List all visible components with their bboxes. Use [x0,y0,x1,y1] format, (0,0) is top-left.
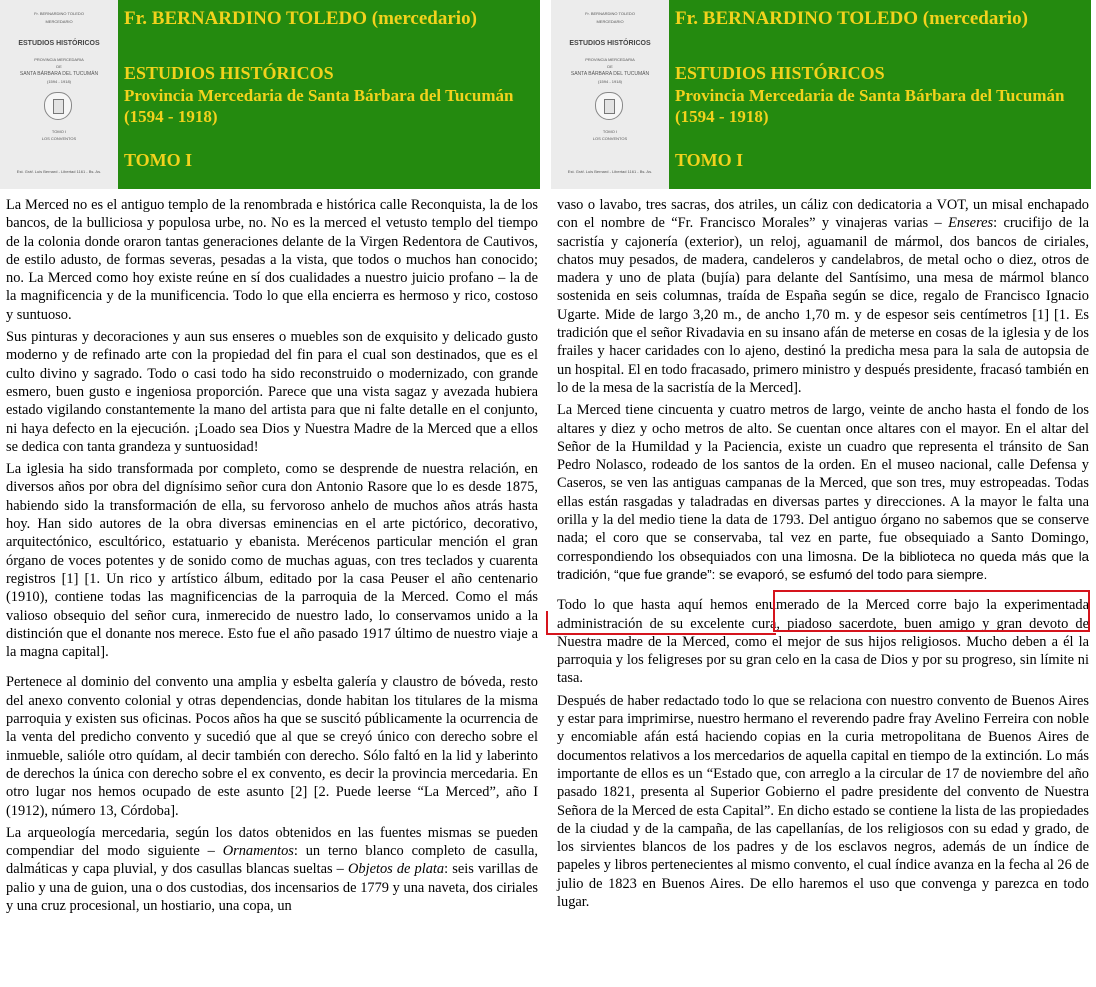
paragraph [6,824,538,915]
paragraph: Todo lo que hasta aquí hemos enumerado de la Merced corre bajo la experimentada administración de su excelente cura, piadoso sacerdote, buen amigo y gran devoto de Nuestra madre de la Merced, como el mejor de sus hijos religiosos. Mucho deben a él la parroquia y los feligreses por su gran celo en la casa de Dios y por su progreso, sin límite ni tasa. [557,597,1089,687]
book-cover-thumbnail [551,0,670,189]
paragraph: Sus pinturas y decoraciones y aun sus enseres o muebles son de exquisito y delicado gusto moderno y de refinado arte con la propiedad del fin para el cual son destinados, que es el culto divino y sagrado. Todo o casi todo ha sido reconstruido o modernizado, con grande esmero, buen gusto e ingeniosa proporción. Parece que una vista sagaz y avezada hubiera estado vigilando constantemente la mano del artista para que ni falte detalle en el conjunto, ni haya defecto en la ejecución. ¡Loado sea Dios y Nuestra Madre de la Merced que a ellos se dedica con tanta grandeza y suntuosidad! [6,329,538,455]
cover-volume: TOMO I [51,129,67,134]
cover-line2: DE [56,64,62,69]
cover-years: (1594 - 1918) [597,79,622,84]
cover-line2: DE [607,64,613,69]
right-body-text [557,196,1089,915]
cover-line1: PROVINCIA MERCEDARIA [585,57,635,62]
text-run: : un terno blanco completo de casulla, dalmáticas y capa pluvial, y dos casullas blancas sueltas – [6,843,538,878]
coat-of-arms-icon [44,92,72,120]
right-page [551,0,1096,987]
paragraph: Después de haber redactado todo lo que se relaciona con nuestro convento de Buenos Aires y estar para imprimirse, nuestro hermano el reverendo padre fray Avelino Ferreira con noble y encomiable afán está haciendo copias en la curia metropolitana de Buenos Aires de documentos relativos a los mercedarios de aquella capital en tiempo de la extinción. Lo más importante de ellos es un “Estado que, con arreglo a la circular de 17 de noviembre del año pasado 1821, presenta al Superior Gobierno el padre presidente del convento de Nuestra Señora de la Merced de esta Capital”. En dicho estado se contiene la lista de las propiedades de la ciudad y de la campaña, de las capellanías, de los religiosos con su edad y grado, de los sirvientes blancos de los padres y de los esclavos negros, además de un índice de papeles y libros pertenecientes al mismo convento, el cual índice avanza en la fecha al 26 de julio de 1823 en Buenos Aires. De ello haremos el uso que convenga y parezca en todo lugar. [557,692,1089,910]
cover-publisher: Est. Gráf. Luis Bernard - Libertad 1161 - Bs. As. [16,169,102,174]
cover-volume-sub: LOS CONVENTOS [41,136,77,141]
paragraph: La iglesia ha sido transformada por completo, como se desprende de nuestra relación, en diversos años por obra del dignísimo señor cura don Antonio Rasore que lo es desde 1875, habiendo sido la transformación de ella, su fervoroso anhelo de muchos años atrás hasta hoy. Han sido autores de la obra diversas eminencias en el arte pictórico, decorativo, arquitectónico, escultórico, estatuario y ebanista. Merécenos particular mención el gran órgano de voces potentes y de sonido como de muchas aguas, con tres teclados y cuarenta registros [1] [1. Un rico y artístico álbum, editado por la casa Peuser el año centenario (1910), contiene todas las magnificencias de la parroquia de la Merced. Como el más valioso obsequio del señor cura, inmerecido de nuestro lado, lo conservamos unido a la distinción que el donante nos merece. Esto fue el año pasado 1917 último de nuestro viaje a la magna capital]. [6,461,538,661]
cover-years: (1594 - 1918) [46,79,71,84]
paragraph: Pertenece al dominio del convento una amplia y esbelta galería y claustro de bóveda, resto del anexo convento colonial y otras dependencias, donde habitan los titulares de la misma parroquia y existen sus oficinas. Pocos años ha que se suscitó públicamente la ocurrencia de la venta del predicho convento y sucedió que al que se creyó único con derecho sobre el inmueble, salióle otro quídam, al decir también con derecho. Sólo faltó en la lid y laberinto de derechos la única con derecho sobre el ex convento, es decir la provincia mercedaria. En otro lugar nos hemos ocupado de este asunto [2] [2. Puede leerse “La Merced”, año I (1912), número 13, Córdoba]. [6,674,538,819]
highlight-box-lower [546,611,776,635]
title-panel [669,0,1091,189]
cover-title: ESTUDIOS HISTÓRICOS [18,40,100,47]
highlight-box [773,590,1090,632]
cover-volume: TOMO I [602,129,618,134]
cover-order: MERCEDARIO [596,19,624,24]
banner-series: ESTUDIOS HISTÓRICOS [675,63,885,83]
italic-term: Ornamentos [222,843,294,860]
cover-order: MERCEDARIO [45,19,73,24]
paragraph [557,196,1089,397]
italic-term: Objetos de plata [347,861,445,878]
banner-subtitle: Provincia Mercedaria de Santa Bárbara del Tucumán (1594 - 1918) [124,86,514,126]
text-run: La arqueología mercedaria, según los datos obtenidos en las fuentes mismas se pueden compendiar del modo siguiente – [6,824,538,860]
book-cover-thumbnail [0,0,119,189]
banner-volume: TOMO I [124,150,193,170]
paragraph: La Merced no es el antiguo templo de la renombrada e histórica calle Reconquista, la de los bancos, de la bulliciosa y populosa urbe, no. No es la merced el vetusto templo del tiempo de la colonia donde oraron tantas generaciones delante de la Virgen Redentora de Cautivos, de estilo adusto, de formas severas, pesadas a la vista, que todos o muchos han conocido; no. La Merced como hoy existe reúne en sí dos cualidades a nuestro juicio profano – la de la magnificencia y de la munificencia. Todo lo que ella encierra es hermoso y rico, costoso y suntuoso. [6,197,538,323]
text-run: : seis varillas de palio y una de guion, una o dos custodias, dos incensarios de 1779 y una naveta, dos ciriales y una cruz procesional, un hostiario, una copa, un [6,861,538,914]
coat-of-arms-icon [595,92,623,120]
banner-volume: TOMO I [675,150,744,170]
cover-line3: SANTA BÁRBARA DEL TUCUMÁN [19,71,99,77]
text-run: vaso o lavabo, tres sacras, dos atriles, un cáliz con dedicatoria a VOT, un misal enchapado con el nombre de “Fr. Francisco Morales” y vinajeras varias – [557,197,1089,232]
cover-publisher: Est. Gráf. Luis Bernard - Libertad 1161 - Bs. As. [567,169,653,174]
cover-line1: PROVINCIA MERCEDARIA [34,57,84,62]
banner-subtitle: Provincia Mercedaria de Santa Bárbara del Tucumán (1594 - 1918) [675,86,1065,126]
paragraph [557,401,1089,584]
text-run: La Merced tiene cincuenta y cuatro metros de largo, veinte de ancho hasta el fondo de los altares y diez y ocho metros de alto. Se cuentan once altares con el mayor. En el altar del Señor de la Humildad y la Paciencia, existe un cuadro que representa el tránsito de San Pedro Nolasco, rodeado de los santos de la orden. En el museo nacional, calle Defensa y Caseros, se ven las antiguas campanas de la Merced, que son tres, muy estropeadas. Todas ellas están rasgadas y taladradas en diversas partes y direcciones. A la mayor le falta una orilla y la del medio tiene la data de 1793. Del antiguo órgano no sabemos que se conserve nada; el coro que se conservaba, tal vez en parte, fue obsequiado a Santo Domingo, correspondiendo los obsequiados con una limosna. [557,402,1089,565]
banner-author: Fr. BERNARDINO TOLEDO (mercedario) [675,8,1028,29]
cover-volume-sub: LOS CONVENTOS [592,136,628,141]
cover-author: Fr. BERNARDINO TOLEDO [34,11,84,16]
highlighted-sentence: De la biblioteca no queda más que la tradición, “que fue grande”: se evaporó, se esfumó del todo para siempre. [557,548,1089,582]
banner-author: Fr. BERNARDINO TOLEDO (mercedario) [124,8,477,29]
left-body-text [6,196,538,919]
italic-term: Enseres [948,215,994,232]
title-panel [118,0,540,189]
left-page [0,0,545,987]
book-banner [551,0,1091,189]
text-run: : crucifijo de la sacristía y cajonería (exterior), un reloj, aguamanil de mármol, dos bancos de ciriales, chatos muy pesados, de madera, candeleros y candelabros, de metal ocho o diez, otros de madera y uno de plata (bujía) para delante del Santísimo, una mesa de mármol blanco sostenida en seis columnas, traída de España según se dice, regalo de Francisco Ignacio Ugarte. Mide de largo 3,20 m., de ancho 1,70 m. y de espesor seis centímetros [1] [1. Es tradición que el señor Rivadavia en su insano afán de meterse en cosas de la iglesia y de los frailes y hacer caridades con lo ajeno, destinó la predicha mesa para la sala de autopsia de un hospital. El en todo fracasado, primero ministro y después presidente, fracasó también en lo de la mesa de la sacristía de la Merced]. [557,215,1089,396]
cover-author: Fr. BERNARDINO TOLEDO [585,11,635,16]
banner-series: ESTUDIOS HISTÓRICOS [124,63,334,83]
book-banner [0,0,540,189]
cover-line3: SANTA BÁRBARA DEL TUCUMÁN [570,71,650,77]
cover-title: ESTUDIOS HISTÓRICOS [569,40,651,47]
